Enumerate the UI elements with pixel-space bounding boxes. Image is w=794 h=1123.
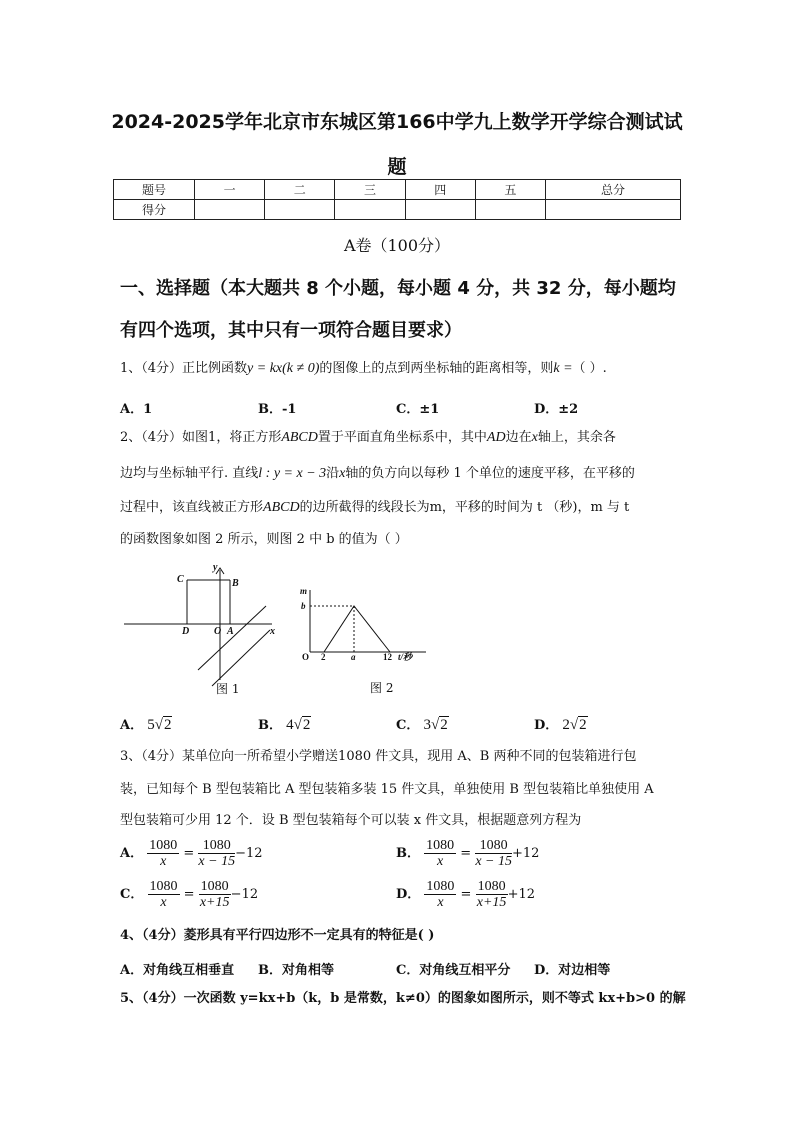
fig1-label: C	[177, 574, 184, 585]
q2-text: 置于平面直角坐标系中，其中	[317, 430, 487, 445]
q2-abcd: ABCD	[281, 430, 318, 445]
fig1-label: A	[227, 626, 234, 637]
score-blank	[265, 200, 335, 220]
fig2-label: a	[351, 652, 356, 662]
score-table	[113, 179, 681, 220]
fig1-label: O	[214, 626, 222, 637]
figure-1	[120, 560, 290, 700]
q1-text: （ ）.	[572, 361, 607, 376]
q1-text: 的图像上的点到两坐标轴的距离相等，则	[319, 361, 554, 376]
q1-option-d: D．±2	[534, 402, 579, 417]
fig1-label: y	[213, 562, 218, 573]
q2-x: x	[531, 430, 538, 445]
q3-option-c: C． $\frac{1080}{x}$ = $\frac{1080}{x+15}$ −12	[120, 879, 259, 910]
fig2-caption: 图 2	[370, 681, 394, 695]
score-table-header-row	[114, 180, 681, 200]
q2-text: 沿	[326, 466, 340, 481]
q2-text: 边在	[505, 430, 532, 445]
q2-ad: AD	[486, 430, 506, 445]
question-3-line1: 3、（4分）某单位向一所希望小学赠送1080 件文具，现用 A、B 两种不同的包装箱进行包	[120, 749, 637, 764]
question-2-line4: 的函数图象如图 2 所示，则图 2 中 b 的值为（ ）	[120, 532, 408, 547]
score-cell: 四	[405, 180, 475, 200]
question-2-line2	[120, 466, 635, 482]
score-blank	[195, 200, 265, 220]
score-blank	[546, 200, 681, 220]
q2-text: 的边所截得的线段长为m，平移的时间为 t （秒)，m 与 t	[299, 500, 630, 515]
q2-x: x	[339, 466, 346, 481]
q4-option-a: A．对角线互相垂直	[120, 963, 235, 978]
question-2-line3	[120, 500, 629, 516]
q2-text: 边均与坐标轴平行. 直线	[120, 466, 259, 481]
question-4: 4、（4分）菱形具有平行四边形不一定具有的特征是( )	[120, 928, 435, 943]
q1-text: 1、（4分）正比例函数	[120, 361, 248, 376]
score-cell: 题号	[114, 180, 195, 200]
section-heading: 一、选择题（本大题共 8 个小题，每小题 4 分，共 32 分，每小题均	[120, 278, 676, 299]
question-3-line3: 型包装箱可少用 12 个．设 B 型包装箱每个可以装 x 件文具，根据题意列方程为	[120, 813, 582, 828]
q2-option-d: D． 2√2	[534, 717, 587, 733]
score-cell: 三	[335, 180, 405, 200]
q2-text: 轴的负方向以每秒 1 个单位的速度平移，在平移的	[345, 466, 635, 481]
q3-option-a: A． $\frac{1080}{x}$ = $\frac{1080}{x - 15}$ −12	[120, 838, 263, 869]
paper-title: 2024-2025学年北京市东城区第166中学九上数学开学综合测试试	[111, 111, 683, 133]
score-blank	[405, 200, 475, 220]
fig2-label: t/秒	[398, 652, 413, 662]
fig1-line-2	[212, 630, 270, 686]
score-cell: 二	[265, 180, 335, 200]
fig1-label: B	[232, 578, 239, 589]
question-2-line1	[120, 430, 616, 446]
q4-option-b: B．对角相等	[258, 963, 334, 978]
fig2-label: m	[300, 586, 308, 596]
q2-option-b: B． 4√2	[258, 717, 311, 733]
section-heading-cont: 有四个选项，其中只有一项符合题目要求）	[120, 320, 462, 341]
question-1	[120, 361, 607, 377]
q2-line-eq: l : y = x − 3	[258, 466, 327, 481]
fig2-label: b	[301, 601, 306, 611]
fig1-label: x	[270, 626, 275, 637]
figure-2	[296, 582, 436, 700]
q4-option-c: C．对角线互相平分	[396, 963, 511, 978]
q2-text: 过程中，该直线被正方形	[120, 500, 264, 515]
volume-title: A卷（100分）	[343, 236, 451, 255]
fig2-label: 2	[321, 652, 326, 662]
q2-option-a: A． 5√2	[120, 717, 172, 733]
q2-abcd: ABCD	[263, 500, 300, 515]
score-cell: 五	[475, 180, 545, 200]
score-blank	[335, 200, 405, 220]
score-cell: 一	[195, 180, 265, 200]
fig2-label: O	[302, 652, 310, 662]
q3-option-d: D． $\frac{1080}{x}$ = $\frac{1080}{x+15}$ +12	[396, 879, 536, 910]
score-cell: 得分	[114, 200, 195, 220]
q3-option-b: B． $\frac{1080}{x}$ = $\frac{1080}{x - 15}$ +12	[396, 838, 540, 869]
fig1-label: D	[182, 626, 190, 637]
paper-title-cont: 题	[387, 156, 407, 178]
q1-option-c: C．±1	[396, 402, 440, 417]
question-5: 5、（4分）一次函数 y=kx+b（k，b 是常数，k≠0）的图象如图所示，则不等式 kx+b>0 的解	[120, 991, 686, 1006]
q1-option-b: B．-1	[258, 402, 297, 417]
q2-text: 轴上，其余各	[537, 430, 616, 445]
fig1-line-1	[198, 606, 266, 670]
fig1-caption: 图 1	[216, 682, 240, 696]
q4-option-d: D．对边相等	[534, 963, 611, 978]
fig2-graph	[324, 606, 390, 652]
q2-text: 2、（4分）如图1，将正方形	[120, 430, 282, 445]
score-cell: 总分	[546, 180, 681, 200]
q2-option-c: C． 3√2	[396, 717, 448, 733]
fig2-label: 12	[383, 652, 392, 662]
q1-formula: y = kx(k ≠ 0)	[247, 361, 320, 376]
question-3-line2: 装，已知每个 B 型包装箱比 A 型包装箱多装 15 件文具，单独使用 B 型包装箱比单独使用 A	[120, 782, 654, 797]
q1-option-a: A．1	[120, 402, 153, 417]
score-blank	[475, 200, 545, 220]
q1-k: k =	[553, 361, 573, 376]
score-table-score-row	[114, 200, 681, 220]
